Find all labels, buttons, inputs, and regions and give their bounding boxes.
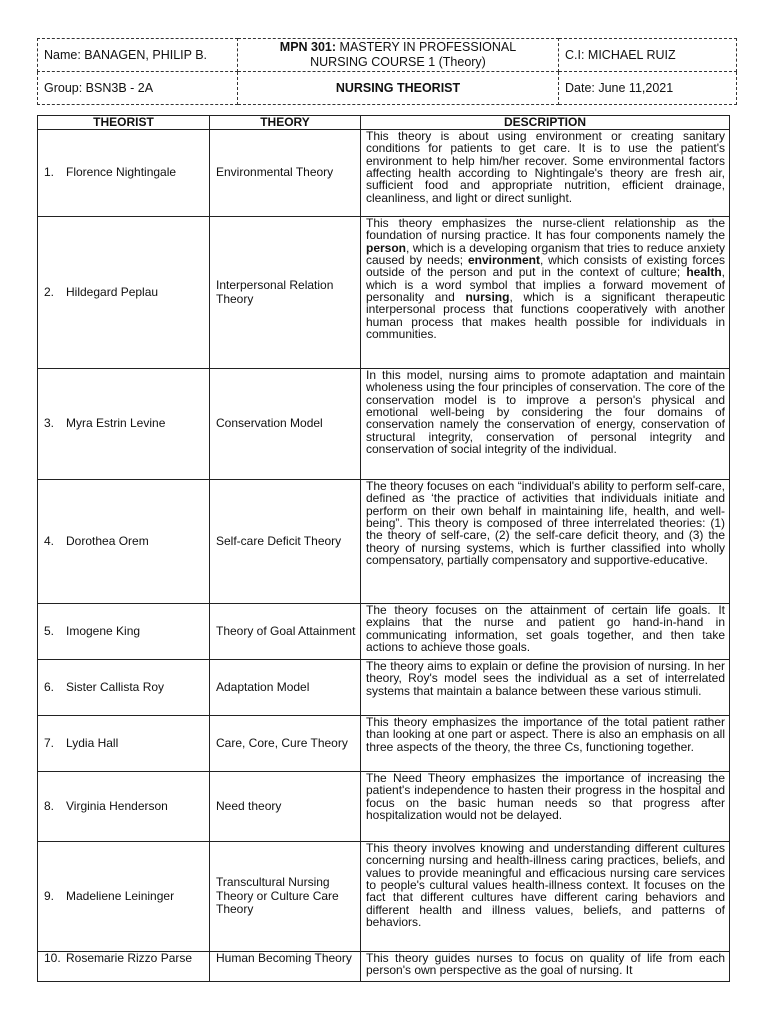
description-cell: This theory involves knowing and understanding different cultures concerning nursing and health-illness caring practices, beliefs, and values to provide meaningful and efficacious nursing care services to people's cultural values health-illness context. It focuses on the fact that different cultures have different caring behaviors and different health and illness values, beliefs, and patterns of behaviors. [361, 842, 730, 952]
theorist-cell [38, 604, 210, 660]
theorist-cell [38, 660, 210, 716]
keyword-nursing: nursing [465, 290, 510, 305]
row-number: 3. [44, 416, 55, 431]
theorist-name: Sister Callista Roy [66, 679, 165, 694]
row-number: 9. [44, 888, 55, 903]
description-cell: This theory is about using environment or creating sanitary conditions for patients to get care. It is to use the patient's environment to help him/her recover. Some environmental factors affecting health according to Nightingale's theory are fresh air, sufficient food and appropriate nutrition, efficient drainage, cleanliness, and light or direct sunlight. [361, 130, 730, 217]
description-cell: The theory aims to explain or define the provision of nursing. In her theory, Roy's model sees the individual as a set of interrelated systems that maintain a balance between these various stimuli. [361, 660, 730, 716]
theory-cell: Need theory [210, 772, 361, 842]
row-number: 8. [44, 798, 55, 813]
row-number: 6. [44, 679, 55, 694]
theorist-cell [38, 716, 210, 772]
header-table [37, 38, 737, 105]
theorist-name: Hildegard Peplau [66, 284, 159, 299]
theory-cell: Interpersonal Relation Theory [210, 217, 361, 369]
row-number: 7. [44, 735, 55, 750]
table-header-row [38, 116, 730, 130]
course-code: MPN 301: [279, 40, 337, 54]
date-label: Date: June 11,2021 [559, 72, 737, 105]
theory-cell: Adaptation Model [210, 660, 361, 716]
theorist-cell [38, 772, 210, 842]
table-row [38, 842, 730, 952]
table-row [38, 480, 730, 604]
table-row [38, 716, 730, 772]
description-cell: The theory focuses on the attainment of certain life goals. It explains that the nurse and patient go hand-in-hand in communicating information, set goals together, and then take actions to achieve those goals. [361, 604, 730, 660]
theorist-cell [38, 952, 210, 982]
theorist-name: Rosemarie Rizzo Parse [66, 951, 193, 965]
description-text: , which consists of existing forces outside of the person and put in the context of culture; [366, 253, 725, 280]
theorist-name: Virginia Henderson [66, 798, 168, 813]
theorist-name: Myra Estrin Levine [66, 416, 166, 431]
table-row [38, 369, 730, 480]
description-text: , which is a developing organism that tries to reduce anxiety caused by needs; [366, 240, 725, 268]
theorist-cell [38, 369, 210, 480]
row-number: 2. [44, 284, 55, 299]
description-cell: The Need Theory emphasizes the importance of increasing the patient's independence to hasten their progress in the hospital and focus on the basic human needs so that progress after hospitalization would not be delayed. [361, 772, 730, 842]
column-header-description: DESCRIPTION [361, 116, 730, 130]
theory-cell: Self-care Deficit Theory [210, 480, 361, 604]
description-text: , which is a word symbol that implies a forward movement of personality and [366, 265, 725, 305]
theory-cell: Care, Core, Cure Theory [210, 716, 361, 772]
theorist-cell [38, 842, 210, 952]
theory-cell: Environmental Theory [210, 130, 361, 217]
table-row [38, 604, 730, 660]
theorist-cell [38, 217, 210, 369]
theory-cell: Human Becoming Theory [210, 952, 361, 982]
clinical-instructor: C.I: MICHAEL RUIZ [559, 39, 737, 72]
row-number: 4. [44, 533, 55, 548]
course-title [238, 39, 559, 72]
theorist-name: Dorothea Orem [66, 533, 149, 548]
table-row [38, 660, 730, 716]
student-name: Name: BANAGEN, PHILIP B. [38, 39, 238, 72]
header-row-2 [38, 72, 737, 105]
table-row [38, 952, 730, 982]
keyword-person: person [366, 240, 407, 255]
theorist-cell [38, 480, 210, 604]
theory-cell: Theory of Goal Attainment [210, 604, 361, 660]
description-cell: The theory focuses on each “individual's ability to perform self-care, defined as ‘the practice of activities that individuals initiate and perform on their own behalf in maintaining life, health, and well-being”. This theory is composed of three interrelated theories: (1) the theory of self-care, (2) the self-care deficit theory, and (3) the theory of nursing systems, which is further classified into wholly compensatory, partially compensatory and supportive-educative. [361, 480, 730, 604]
column-header-theory: THEORY [210, 116, 361, 130]
theorist-name: Madeliene Leininger [66, 888, 175, 903]
theorist-name: Imogene King [66, 623, 141, 638]
table-row [38, 217, 730, 369]
keyword-environment: environment [467, 253, 540, 268]
theorist-name: Florence Nightingale [66, 165, 177, 180]
description-cell: This theory emphasizes the importance of the total patient rather than looking at one part or aspect. There is also an emphasis on all three aspects of the theory, the three Cs, functioning together. [361, 716, 730, 772]
description-cell: This theory guides nurses to focus on quality of life from each person's own perspective as the goal of nursing. It [361, 952, 730, 982]
row-number: 10. [44, 951, 61, 965]
theorist-name: Lydia Hall [66, 735, 119, 750]
description-cell [361, 217, 730, 369]
course-title-line-2: NURSING COURSE 1 (Theory) [310, 55, 486, 69]
table-row [38, 130, 730, 217]
group-label: Group: BSN3B - 2A [38, 72, 238, 105]
column-header-theorist: THEORIST [38, 116, 210, 130]
table-row [38, 772, 730, 842]
description-text: , which is a significant therapeutic interpersonal process that functions cooperatively with another human process that makes health possible for individuals in communities. [366, 290, 725, 342]
course-title-line-1: MASTERY IN PROFESSIONAL [336, 40, 517, 54]
row-number: 5. [44, 623, 55, 638]
keyword-health: health [686, 265, 722, 280]
theory-cell: Transcultural Nursing Theory or Culture Care Theory [210, 842, 361, 952]
theory-cell: Conservation Model [210, 369, 361, 480]
theorist-cell [38, 130, 210, 217]
theorist-table [37, 115, 730, 982]
description-text: This theory emphasizes the nurse-client relationship as the foundation of nursing practice. It has four components namely the [366, 216, 725, 243]
description-cell: In this model, nursing aims to promote adaptation and maintain wholeness using the four principles of conservation. The core of the conservation model is to improve a person's physical and emotional well-being by considering the four domains of conservation namely the conservation of energy, conservation of structural integrity, conservation of personal integrity and conservation of social integrity of the individual. [361, 369, 730, 480]
row-number: 1. [44, 165, 55, 180]
topic-title: NURSING THEORIST [238, 72, 559, 105]
header-row-1 [38, 39, 737, 72]
